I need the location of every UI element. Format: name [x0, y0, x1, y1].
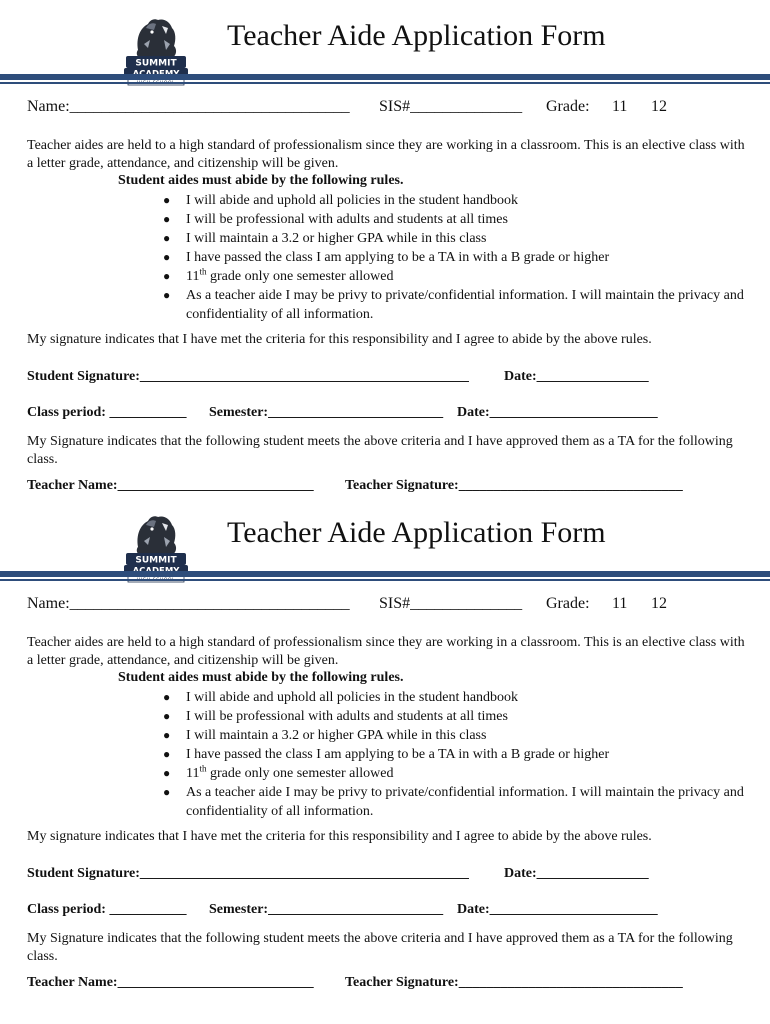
bullet-icon: ● — [163, 690, 171, 704]
student-signature-field[interactable]: Student Signature:_______________________________________________ — [27, 369, 469, 384]
grade-label: Grade: — [546, 98, 590, 115]
name-field[interactable]: Name:___________________________________ — [27, 595, 350, 612]
rules-heading: Student aides must abide by the following rules. — [118, 670, 404, 685]
semester-field[interactable]: Semester:_________________________ — [209, 405, 444, 420]
rules-list — [163, 191, 746, 324]
grade-option-12[interactable]: 12 — [651, 595, 667, 612]
rule-text: I will maintain a 3.2 or higher GPA while in this class — [186, 728, 487, 743]
form-title: Teacher Aide Application Form — [227, 19, 606, 52]
rule-text: As a teacher aide I may be privy to private/confidential information. I will maintain the privacy and confidentiality of all information. — [186, 785, 744, 819]
rule-text: I will be professional with adults and students at all times — [186, 212, 508, 227]
logo-line1: SUMMIT — [135, 58, 177, 69]
rules-heading: Student aides must abide by the following rules. — [118, 173, 404, 188]
header-rule-thin — [0, 579, 770, 581]
teacher-aide-form-1 — [0, 0, 770, 500]
bear-mascot-icon — [137, 19, 176, 58]
list-item — [163, 248, 746, 267]
header-rule-thin — [0, 82, 770, 84]
teacher-aide-form-2 — [0, 497, 770, 997]
list-item — [163, 688, 746, 707]
agreement-statement: My signature indicates that I have met the criteria for this responsibility and I agree to abide by the above rules. — [27, 332, 652, 347]
sis-field[interactable]: SIS#______________ — [379, 98, 523, 115]
rule-text: I will abide and uphold all policies in the student handbook — [186, 690, 519, 705]
header-rule — [0, 571, 770, 577]
teacher-name-field[interactable]: Teacher Name:____________________________ — [27, 478, 314, 493]
name-field[interactable]: Name:___________________________________ — [27, 98, 350, 115]
grade-option-11[interactable]: 11 — [612, 98, 628, 115]
intro-paragraph: Teacher aides are held to a high standard of professionalism since they are working in a classroom. This is an elective class with a letter grade, attendance, and citizenship will be given. — [27, 635, 745, 668]
list-item — [163, 266, 746, 286]
rule-text: I will maintain a 3.2 or higher GPA while in this class — [186, 231, 487, 246]
list-item — [163, 745, 746, 764]
rule-text: I will abide and uphold all policies in the student handbook — [186, 193, 519, 208]
approval-statement: My Signature indicates that the following student meets the above criteria and I have approved them as a TA for the following class. — [27, 931, 733, 964]
rule5-rest: grade only one semester allowed — [210, 766, 394, 781]
bullet-icon: ● — [163, 250, 171, 264]
class-period-field[interactable]: Class period: ___________ — [27, 902, 187, 917]
form-title: Teacher Aide Application Form — [227, 516, 606, 549]
student-signature-field[interactable]: Student Signature:_______________________________________________ — [27, 866, 469, 881]
semester-field[interactable]: Semester:_________________________ — [209, 902, 444, 917]
teacher-name-field[interactable]: Teacher Name:____________________________ — [27, 975, 314, 990]
sis-field[interactable]: SIS#______________ — [379, 595, 523, 612]
list-item — [163, 763, 746, 783]
list-item — [163, 229, 746, 248]
rules-list — [163, 688, 746, 821]
logo-line1: SUMMIT — [135, 555, 177, 566]
period-date-field[interactable]: Date:________________________ — [457, 902, 658, 917]
teacher-signature-field[interactable]: Teacher Signature:________________________________ — [345, 478, 683, 493]
grade-option-11[interactable]: 11 — [612, 595, 628, 612]
rule-text: I have passed the class I am applying to be a TA in with a B grade or higher — [186, 747, 610, 762]
list-item — [163, 210, 746, 229]
grade-option-12[interactable]: 12 — [651, 98, 667, 115]
student-info-row — [27, 98, 747, 120]
bullet-icon: ● — [163, 709, 171, 723]
rule-text — [186, 763, 394, 781]
rule5-number: 11 — [186, 766, 200, 781]
list-item — [163, 783, 746, 821]
class-period-field[interactable]: Class period: ___________ — [27, 405, 187, 420]
rule5-rest: grade only one semester allowed — [210, 269, 394, 284]
bullet-icon: ● — [163, 747, 171, 761]
student-info-row — [27, 595, 747, 617]
bullet-icon: ● — [163, 288, 171, 302]
list-item — [163, 707, 746, 726]
intro-paragraph: Teacher aides are held to a high standard of professionalism since they are working in a classroom. This is an elective class with a letter grade, attendance, and citizenship will be given. — [27, 138, 745, 171]
bullet-icon: ● — [163, 766, 171, 780]
rule-text: I will be professional with adults and students at all times — [186, 709, 508, 724]
rule-text — [186, 266, 394, 284]
bear-mascot-icon — [137, 516, 176, 555]
list-item — [163, 726, 746, 745]
student-date-field[interactable]: Date:________________ — [504, 369, 649, 384]
rule-text: I have passed the class I am applying to be a TA in with a B grade or higher — [186, 250, 610, 265]
bullet-icon: ● — [163, 269, 171, 283]
bullet-icon: ● — [163, 785, 171, 799]
grade-label: Grade: — [546, 595, 590, 612]
period-date-field[interactable]: Date:________________________ — [457, 405, 658, 420]
bullet-icon: ● — [163, 193, 171, 207]
list-item — [163, 191, 746, 210]
rule5-suffix: th — [199, 266, 207, 277]
header-rule — [0, 74, 770, 80]
rule-text: As a teacher aide I may be privy to private/confidential information. I will maintain the privacy and confidentiality of all information. — [186, 288, 744, 322]
rule5-suffix: th — [199, 763, 207, 774]
teacher-signature-field[interactable]: Teacher Signature:________________________________ — [345, 975, 683, 990]
student-date-field[interactable]: Date:________________ — [504, 866, 649, 881]
rule5-number: 11 — [186, 269, 200, 284]
list-item — [163, 286, 746, 324]
bullet-icon: ● — [163, 728, 171, 742]
approval-statement: My Signature indicates that the following student meets the above criteria and I have approved them as a TA for the following class. — [27, 434, 733, 467]
bullet-icon: ● — [163, 212, 171, 226]
agreement-statement: My signature indicates that I have met the criteria for this responsibility and I agree to abide by the above rules. — [27, 829, 652, 844]
bullet-icon: ● — [163, 231, 171, 245]
